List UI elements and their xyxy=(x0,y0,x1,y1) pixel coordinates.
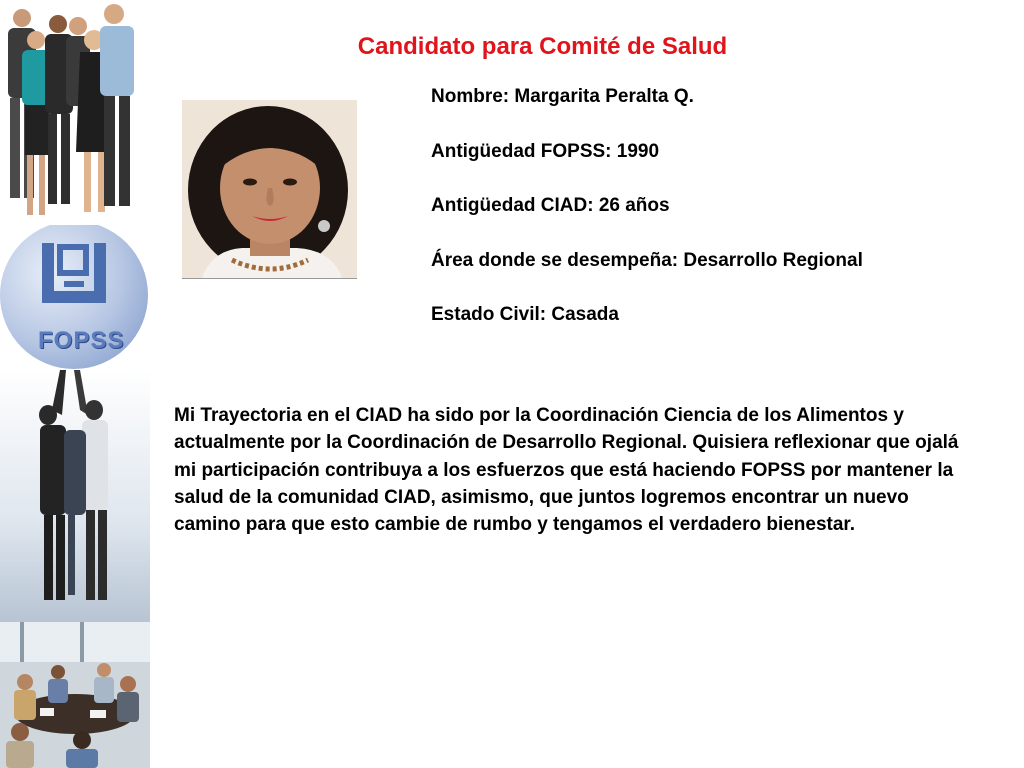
candidate-info xyxy=(431,85,1011,358)
work-area: Área donde se desempeña: Desarrollo Regional xyxy=(431,249,863,271)
ciad-seniority: Antigüedad CIAD: 26 años xyxy=(431,195,670,216)
page-title: Candidato para Comité de Salud xyxy=(357,33,728,60)
marital-status: Estado Civil: Casada xyxy=(431,304,619,325)
fopss-seniority: Antigüedad FOPSS: 1990 xyxy=(431,140,660,162)
meeting-image xyxy=(0,622,150,768)
candidate-bio: Mi Trayectoria en el CIAD ha sido por la Coordinación Ciencia de los Alimentos y actualmente por la Coordinación de Desarrollo Regional. Quisiera reflexionar que ojalá mi participación contribuya a los esfuerzos que está haciendo FOPSS por mantener la salud de la comunidad CIAD, asimismo, que juntos logremos encontrar un nuevo camino para que esto cambie de rumbo y tengamos el verdadero bienestar. xyxy=(174,405,959,536)
candidate-photo xyxy=(182,100,357,279)
candidate-name: Nombre: Margarita Peralta Q. xyxy=(431,86,694,107)
fopss-logo xyxy=(0,225,150,370)
decorative-sidebar xyxy=(0,0,150,768)
logo-text: FOPSS xyxy=(38,327,125,354)
teamwork-image xyxy=(0,370,150,622)
